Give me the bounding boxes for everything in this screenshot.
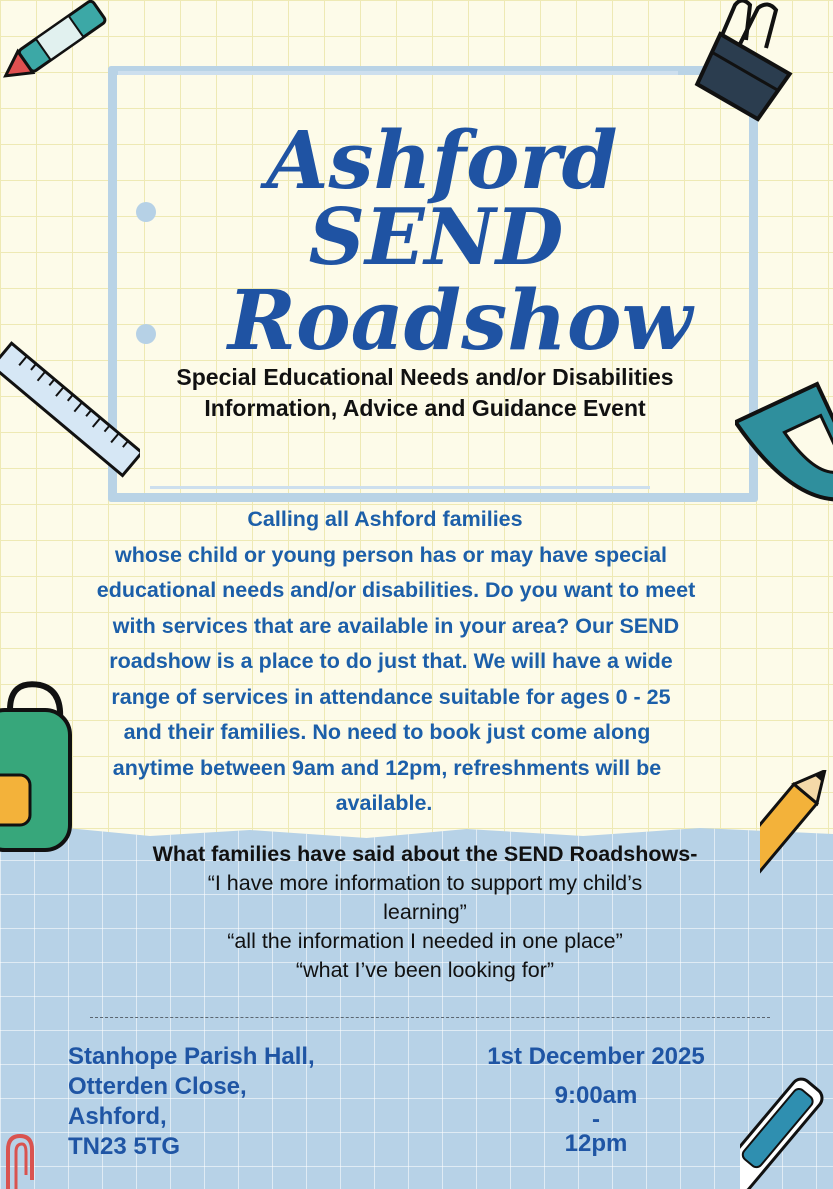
- intro-line: and their families. No need to book just come along: [123, 720, 651, 744]
- punch-hole: [136, 202, 156, 222]
- venue-address: [68, 1042, 315, 1162]
- dashed-divider: [90, 1017, 770, 1018]
- title-line-send: SEND: [308, 192, 564, 283]
- intro-line: with services that are available in your area? Our SEND: [112, 613, 680, 638]
- intro-paragraph: [70, 502, 830, 822]
- address-line: Ashford,: [68, 1103, 167, 1130]
- pencil-icon: [760, 770, 833, 880]
- testimonial-quote: “all the information I needed in one place”: [227, 929, 623, 953]
- paperclip-icon: [0, 1130, 40, 1189]
- intro-line: available.: [335, 791, 433, 815]
- intro-line: Calling all Ashford families: [247, 507, 523, 531]
- title-line-roadshow: Roadshow: [227, 273, 693, 369]
- ruler-icon: [0, 340, 140, 490]
- testimonials-heading: What families have said about the SEND Roadshows-: [152, 842, 698, 866]
- pen-icon: [740, 1075, 833, 1189]
- binder-clip-icon: [680, 0, 800, 125]
- testimonial-quote: “what I’ve been looking for”: [295, 958, 555, 982]
- intro-line: range of services in attendance suitable for ages 0 - 25: [111, 684, 671, 709]
- intro-line: anytime between 9am and 12pm, refreshments will be: [112, 755, 662, 780]
- event-subtitle: Special Educational Needs and/or Disabilities Information, Advice and Guidance Event: [176, 364, 674, 421]
- intro-line: whose child or young person has or may have special: [115, 542, 667, 567]
- time-separator: -: [592, 1106, 600, 1133]
- event-date: 1st December 2025: [487, 1043, 705, 1070]
- event-details: [455, 1042, 737, 1156]
- intro-line: roadshow is a place to do just that. We will have a wide: [109, 649, 673, 673]
- address-line: TN23 5TG: [68, 1133, 181, 1160]
- testimonial-quote: “I have more information to support my child’s learning”: [207, 871, 643, 924]
- protractor-icon: [735, 380, 833, 530]
- intro-line: educational needs and/or disabilities. Do you want to meet: [96, 578, 696, 602]
- backpack-icon: [0, 680, 80, 860]
- frame-stroke: [118, 71, 678, 75]
- start-time: 9:00am: [554, 1082, 638, 1109]
- title-line-ashford: Ashford: [266, 113, 618, 207]
- event-times: [455, 1084, 737, 1156]
- testimonials: [120, 840, 730, 985]
- address-line: Otterden Close,: [68, 1073, 247, 1100]
- end-time: 12pm: [564, 1130, 628, 1157]
- frame-stroke: [150, 486, 650, 489]
- address-line: Stanhope Parish Hall,: [68, 1043, 315, 1070]
- crayon-icon: [0, 0, 110, 80]
